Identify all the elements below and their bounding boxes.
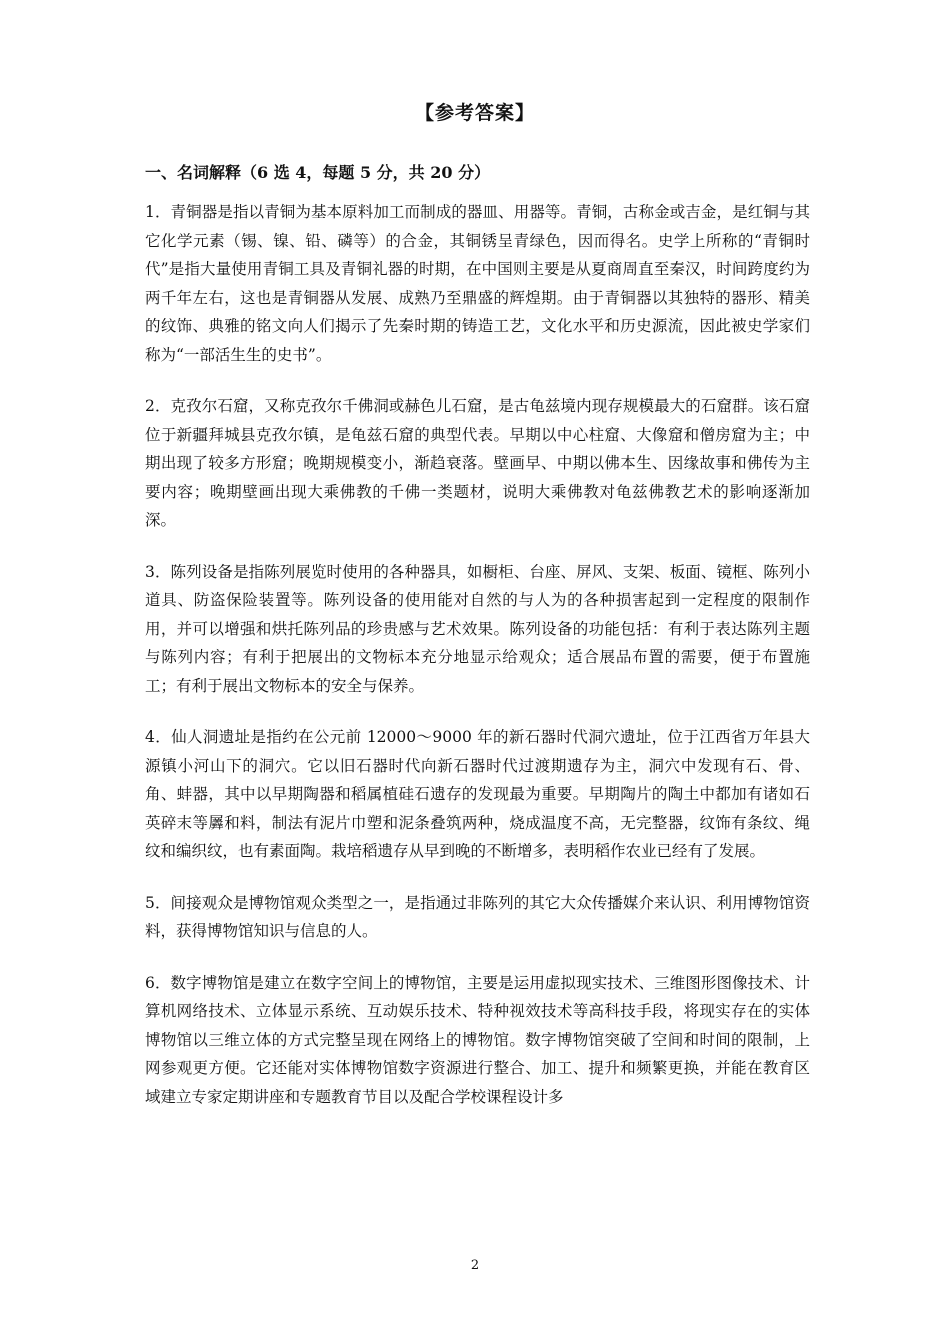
answer-paragraph-1: 1．青铜器是指以青铜为基本原料加工而制成的器皿、用器等。青铜，古称金或吉金，是红铜与其它化学元素（锡、镍、铅、磷等）的合金，其铜锈呈青绿色，因而得名。史学上所称的“青铜时代”是指大量使用青铜工具及青铜礼器的时期，在中国则主要是从夏商周直至秦汉，时间跨度约为两千年左右，这也是青铜器从发展、成熟乃至鼎盛的辉煌期。由于青铜器以其独特的器形、精美的纹饰、典雅的铭文向人们揭示了先秦时期的铸造工艺，文化水平和历史源流，因此被史学家们称为“一部活生生的史书”。 [145, 203, 810, 364]
answer-paragraph-2: 2．克孜尔石窟，又称克孜尔千佛洞或赫色儿石窟，是古龟兹境内现存规模最大的石窟群。该石窟位于新疆拜城县克孜尔镇，是龟兹石窟的典型代表。早期以中心柱窟、大像窟和僧房窟为主；中期出现了较多方形窟；晚期规模变小，渐趋衰落。壁画早、中期以佛本生、因缘故事和佛传为主要内容；晚期壁画出现大乘佛教的千佛一类题材，说明大乘佛教对龟兹佛教艺术的影响逐渐加深。 [145, 397, 810, 529]
page-number: 2 [470, 1258, 480, 1273]
answer-paragraph-6: 6．数字博物馆是建立在数字空间上的博物馆，主要是运用虚拟现实技术、三维图形图像技术、计算机网络技术、立体显示系统、互动娱乐技术、特种视效技术等高科技手段，将现实存在的实体博物馆以三维立体的方式完整呈现在网络上的博物馆。数字博物馆突破了空间和时间的限制，上网参观更方便。它还能对实体博物馆数字资源进行整合、加工、提升和频繁更换，并能在教育区域建立专家定期讲座和专题教育节目以及配合学校课程设计多 [145, 973, 810, 1106]
answer-list [145, 198, 810, 1134]
answer-paragraph-5: 5．间接观众是博物馆观众类型之一，是指通过非陈列的其它大众传播媒介来认识、利用博物馆资料，获得博物馆知识与信息的人。 [145, 893, 810, 940]
section-heading: 一、名词解释（6 选 4，每题 5 分，共 20 分） [145, 163, 491, 182]
page-title: 【参考答案】 [414, 102, 535, 124]
answer-paragraph-4: 4．仙人洞遗址是指约在公元前 12000～9000 年的新石器时代洞穴遗址，位于江西省万年县大源镇小河山下的洞穴。它以旧石器时代向新石器时代过渡期遗存为主，洞穴中发现有石、骨、角、蚌器，其中以早期陶器和稻属植硅石遗存的发现最为重要。早期陶片的陶土中都加有诸如石英碎末等羼和料，制法有泥片巾塑和泥条叠筑两种，烧成温度不高，无完整器，纹饰有条纹、绳纹和编织纹，也有素面陶。栽培稻遗存从早到晚的不断增多，表明稻作农业已经有了发展。 [145, 728, 810, 860]
answer-paragraph-3: 3．陈列设备是指陈列展览时使用的各种器具，如橱柜、台座、屏风、支架、板面、镜框、陈列小道具、防盗保险装置等。陈列设备的使用能对自然的与人为的各种损害起到一定程度的限制作用，并可以增强和烘托陈列品的珍贵感与艺术效果。陈列设备的功能包括：有利于表达陈列主题与陈列内容；有利于把展出的文物标本充分地显示给观众；适合展品布置的需要，便于布置施工；有利于展出文物标本的安全与保养。 [145, 562, 810, 695]
